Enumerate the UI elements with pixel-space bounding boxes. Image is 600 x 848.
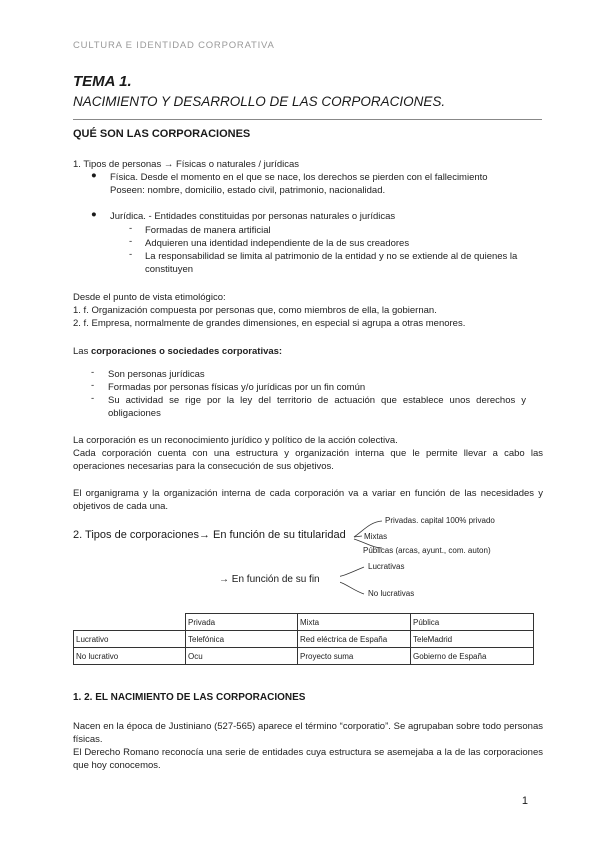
section2-para1: Nacen en la época de Justiniano (527-565) aparece el término “corporatio”. Se agrupaban sobre todo personas físicas. (73, 721, 543, 745)
definition-1: 1. f. Organización compuesta por personas que, como miembros de ella, la gobiernan. (73, 305, 437, 316)
table-cell: Red eléctrica de España (298, 631, 411, 648)
tipos-corporaciones: 2. Tipos de corporaciones→ En función de su titularidad (73, 529, 346, 541)
etimologico: Desde el punto de vista etimológico: (73, 292, 226, 303)
topic-subtitle: NACIMIENTO Y DESARROLLO DE LAS CORPORACIONES. (73, 94, 446, 109)
table-cell: Ocu (186, 648, 298, 665)
titularidad-mixtas: Mixtas (364, 532, 388, 541)
fisica-line2: Poseen: nombre, domicilio, estado civil, patrimonio, nacionalidad. (110, 185, 386, 196)
dash-icon: - (129, 223, 133, 234)
dash-icon: - (129, 249, 133, 260)
dash-icon: - (91, 367, 95, 378)
titularidad-publicas: Públicas (arcas, ayunt., com. auton) (363, 546, 491, 555)
dash-icon: - (129, 236, 133, 247)
table-row (74, 631, 534, 648)
tipos-personas: 1. Tipos de personas → Físicas o naturales / jurídicas (73, 159, 299, 170)
dash-icon: - (91, 393, 95, 404)
juridica: Jurídica. - Entidades constituidas por personas naturales o jurídicas (110, 211, 396, 222)
table-cell: No lucrativo (74, 648, 186, 665)
dash-icon: - (91, 380, 95, 391)
section-heading-nacimiento: 1. 2. EL NACIMIENTO DE LAS CORPORACIONES (73, 692, 306, 703)
bullet-dot-icon: ● (91, 209, 97, 220)
table-header-row (74, 614, 534, 631)
fisica-line1: Física. Desde el momento en el que se nace, los derechos se pierden con el fallecimiento (110, 172, 488, 183)
topic-title: TEMA 1. (73, 73, 132, 90)
bullet-dot-icon: ● (91, 170, 97, 181)
juridica-item: La responsabilidad se limita al patrimonio de la entidad y no se extiende al de quienes la (145, 251, 518, 262)
juridica-item: Adquieren una identidad independiente de la de sus creadores (145, 238, 410, 249)
table-header: Privada (186, 614, 298, 631)
corp-item: Son personas jurídicas (108, 369, 205, 380)
para2: El organigrama y la organización interna de cada corporación va a variar en función de las necesidades y objetivos de cada una. (73, 488, 543, 512)
corp-item: Formadas por personas físicas y/o jurídicas por un fin común (108, 382, 366, 393)
table-cell: TeleMadrid (411, 631, 534, 648)
definition-2: 2. f. Empresa, normalmente de grandes dimensiones, en especial si agrupa a otras menores. (73, 318, 466, 329)
fin-no-lucrativas: No lucrativas (368, 589, 415, 598)
corp-item: Su actividad se rige por la ley del territorio de actuación que establece unos derechos y obligaciones (108, 395, 526, 419)
table-cell: Proyecto suma (298, 648, 411, 665)
corporaciones-bold: corporaciones o sociedades corporativas: (90, 346, 283, 357)
table-header: Pública (411, 614, 534, 631)
fin-lucrativas: Lucrativas (368, 562, 405, 571)
las-text: Las (73, 346, 89, 357)
para1-line2: Cada corporación cuenta con una estructura y organización interna que le permite llevar a cabo las operaciones necesarias para la consecución de sus objetivos. (73, 448, 543, 472)
corporations-table (73, 613, 534, 665)
page-number: 1 (521, 795, 528, 807)
juridica-item: Formadas de manera artificial (145, 225, 271, 236)
table-row (74, 648, 534, 665)
title-divider (73, 119, 542, 120)
para1-line1: La corporación es un reconocimiento jurídico y político de la acción colectiva. (73, 435, 398, 446)
table-cell: Gobierno de España (411, 648, 534, 665)
table-cell: Telefónica (186, 631, 298, 648)
titularidad-privadas: Privadas. capital 100% privado (385, 516, 495, 525)
section2-para2: El Derecho Romano reconocía una serie de entidades cuya estructura se asemejaba a la de las corporaciones que hoy conocemos. (73, 747, 543, 771)
page-header: CULTURA E IDENTIDAD CORPORATIVA (73, 40, 275, 51)
connector-no-lucrativas (340, 580, 364, 594)
connector-lucrativas (340, 567, 364, 578)
table-header: Mixta (298, 614, 411, 631)
fin-label: → En función de su fin (219, 574, 320, 585)
section-heading-que-son: QUÉ SON LAS CORPORACIONES (73, 128, 251, 140)
corporaciones-intro (73, 345, 282, 358)
juridica-item: constituyen (145, 264, 194, 275)
table-cell: Lucrativo (74, 631, 186, 648)
table-cell (74, 614, 186, 631)
